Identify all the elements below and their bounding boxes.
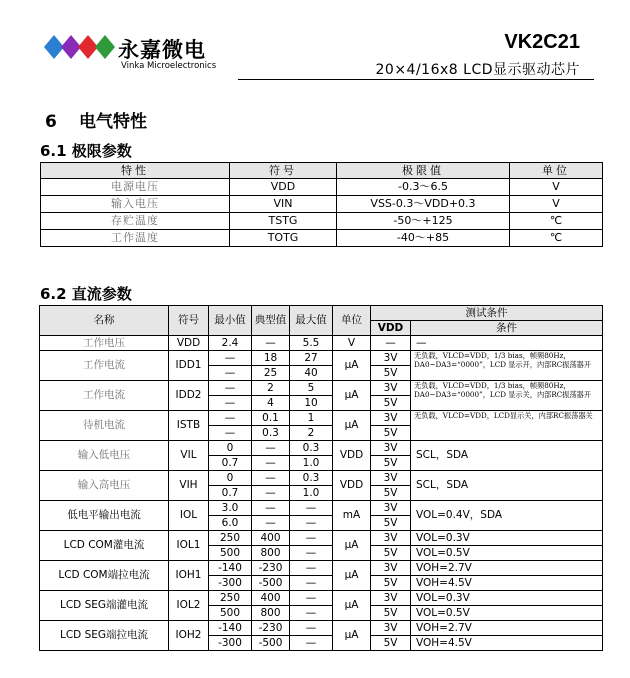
- table-row: [40, 441, 603, 456]
- max-value: —: [290, 591, 333, 606]
- max-value: —: [290, 531, 333, 546]
- table-row: [40, 591, 603, 606]
- param-symbol: TSTG: [230, 213, 337, 230]
- header-cell: 特性: [41, 163, 230, 179]
- max-value: —: [290, 546, 333, 561]
- test-condition: —: [411, 336, 603, 351]
- typ-value: 4: [252, 396, 290, 411]
- test-vdd: 3V: [371, 501, 411, 516]
- test-condition: VOL=0.4V，SDA: [411, 501, 603, 531]
- param-name: 存贮温度: [41, 213, 230, 230]
- max-value: —: [290, 576, 333, 591]
- table-row: [41, 196, 603, 213]
- test-vdd: 3V: [371, 561, 411, 576]
- brand-name-cn: 永嘉微电: [118, 38, 206, 62]
- table-row: [40, 561, 603, 576]
- test-vdd: 5V: [371, 426, 411, 441]
- min-value: —: [209, 381, 252, 396]
- param-name: 输入低电压: [40, 441, 169, 471]
- test-vdd: 5V: [371, 576, 411, 591]
- unit: μA: [333, 381, 371, 411]
- company-logo: [44, 32, 254, 72]
- header-cell: 符号: [230, 163, 337, 179]
- test-vdd: 3V: [371, 591, 411, 606]
- header-cell: 最大值: [290, 306, 333, 336]
- min-value: —: [209, 396, 252, 411]
- param-name: LCD COM灌电流: [40, 531, 169, 561]
- min-value: 0: [209, 441, 252, 456]
- max-value: 40: [290, 366, 333, 381]
- typ-value: —: [252, 501, 290, 516]
- min-value: 500: [209, 546, 252, 561]
- param-symbol: IOL1: [169, 531, 209, 561]
- param-value: VSS-0.3～VDD+0.3: [337, 196, 510, 213]
- unit: μA: [333, 351, 371, 381]
- table-row: [40, 411, 603, 426]
- typ-value: 18: [252, 351, 290, 366]
- param-unit: ℃: [510, 213, 603, 230]
- test-vdd: 3V: [371, 441, 411, 456]
- test-condition: VOH=2.7V: [411, 561, 603, 576]
- typ-value: -500: [252, 576, 290, 591]
- test-vdd: 5V: [371, 546, 411, 561]
- table-row: [41, 230, 603, 247]
- table-row: [40, 501, 603, 516]
- header-cell: 测试条件: [371, 306, 603, 321]
- param-symbol: IOH1: [169, 561, 209, 591]
- header-divider: [238, 79, 594, 80]
- typ-value: —: [252, 441, 290, 456]
- param-symbol: ISTB: [169, 411, 209, 441]
- model-number: VK2C21: [504, 31, 580, 53]
- section-6-1-heading: 6.1 极限参数: [40, 142, 132, 160]
- test-condition: VOH=4.5V: [411, 576, 603, 591]
- max-value: —: [290, 561, 333, 576]
- page-header: [0, 0, 630, 84]
- param-name: LCD COM端拉电流: [40, 561, 169, 591]
- typ-value: -500: [252, 636, 290, 651]
- typ-value: 800: [252, 606, 290, 621]
- param-symbol: VIN: [230, 196, 337, 213]
- typ-value: 0.3: [252, 426, 290, 441]
- test-vdd: 3V: [371, 411, 411, 426]
- max-value: 5: [290, 381, 333, 396]
- max-value: —: [290, 501, 333, 516]
- unit: VDD: [333, 471, 371, 501]
- param-unit: ℃: [510, 230, 603, 247]
- min-value: 0.7: [209, 486, 252, 501]
- min-value: -140: [209, 561, 252, 576]
- table-row: [41, 213, 603, 230]
- test-vdd: 5V: [371, 456, 411, 471]
- table-row: [40, 336, 603, 351]
- param-name: 低电平输出电流: [40, 501, 169, 531]
- param-name: 电源电压: [41, 179, 230, 196]
- typ-value: —: [252, 456, 290, 471]
- typ-value: 400: [252, 591, 290, 606]
- param-value: -50～+125: [337, 213, 510, 230]
- param-symbol: VDD: [230, 179, 337, 196]
- test-condition: SCL，SDA: [411, 471, 603, 501]
- param-unit: V: [510, 179, 603, 196]
- section-6-heading: [45, 107, 147, 132]
- header-cell: 名称: [40, 306, 169, 336]
- min-value: 3.0: [209, 501, 252, 516]
- typ-value: 800: [252, 546, 290, 561]
- max-value: 10: [290, 396, 333, 411]
- min-value: 6.0: [209, 516, 252, 531]
- param-unit: V: [510, 196, 603, 213]
- header-cell: VDD: [371, 321, 411, 336]
- param-name: 工作电流: [40, 381, 169, 411]
- test-condition-note: 无负载，VLCD=VDD，1/3 bias，帧频80Hz，DA0~DA3=“0000”，LCD 显示关，内部RC振荡器开: [411, 381, 603, 411]
- product-subtitle: 20×4/16x8 LCD显示驱动芯片: [375, 62, 580, 78]
- header-cell: 典型值: [252, 306, 290, 336]
- test-condition-note: 无负载，VLCD=VDD，LCD显示关，内部RC振荡器关: [411, 411, 603, 441]
- param-value: -0.3～6.5: [337, 179, 510, 196]
- typ-value: 400: [252, 531, 290, 546]
- min-value: -140: [209, 621, 252, 636]
- header-cell: 单位: [333, 306, 371, 336]
- test-vdd: 5V: [371, 486, 411, 501]
- header-cell: 极限值: [337, 163, 510, 179]
- typ-value: —: [252, 471, 290, 486]
- header-cell: 单位: [510, 163, 603, 179]
- unit: μA: [333, 411, 371, 441]
- unit: VDD: [333, 441, 371, 471]
- param-symbol: IDD2: [169, 381, 209, 411]
- param-name: LCD SEG端拉电流: [40, 621, 169, 651]
- param-symbol: TOTG: [230, 230, 337, 247]
- header-cell: 符号: [169, 306, 209, 336]
- test-vdd: 5V: [371, 636, 411, 651]
- test-vdd: 3V: [371, 621, 411, 636]
- typ-value: 0.1: [252, 411, 290, 426]
- param-symbol: IOL: [169, 501, 209, 531]
- max-value: —: [290, 516, 333, 531]
- param-value: -40～+85: [337, 230, 510, 247]
- test-vdd: 5V: [371, 366, 411, 381]
- min-value: -300: [209, 576, 252, 591]
- param-symbol: VIH: [169, 471, 209, 501]
- param-name: 工作温度: [41, 230, 230, 247]
- max-value: —: [290, 606, 333, 621]
- section-title: 电气特性: [79, 112, 147, 132]
- param-name: 工作电流: [40, 351, 169, 381]
- min-value: —: [209, 366, 252, 381]
- test-vdd: —: [371, 336, 411, 351]
- unit: μA: [333, 531, 371, 561]
- test-condition: VOL=0.5V: [411, 606, 603, 621]
- param-symbol: VIL: [169, 441, 209, 471]
- param-symbol: VDD: [169, 336, 209, 351]
- test-vdd: 5V: [371, 606, 411, 621]
- min-value: 0.7: [209, 456, 252, 471]
- param-name: 工作电压: [40, 336, 169, 351]
- table-row: [41, 179, 603, 196]
- min-value: 500: [209, 606, 252, 621]
- logo-diamonds-icon: [44, 32, 116, 62]
- unit: V: [333, 336, 371, 351]
- typ-value: 25: [252, 366, 290, 381]
- typ-value: -230: [252, 561, 290, 576]
- min-value: 0: [209, 471, 252, 486]
- typ-value: -230: [252, 621, 290, 636]
- test-condition: VOL=0.3V: [411, 531, 603, 546]
- min-value: -300: [209, 636, 252, 651]
- table-row: [40, 531, 603, 546]
- max-value: 0.3: [290, 441, 333, 456]
- test-condition: VOL=0.3V: [411, 591, 603, 606]
- min-value: —: [209, 426, 252, 441]
- unit: μA: [333, 621, 371, 651]
- test-vdd: 3V: [371, 531, 411, 546]
- table-row: [40, 621, 603, 636]
- param-name: LCD SEG端灌电流: [40, 591, 169, 621]
- typ-value: 2: [252, 381, 290, 396]
- test-vdd: 5V: [371, 396, 411, 411]
- unit: μA: [333, 591, 371, 621]
- min-value: 250: [209, 591, 252, 606]
- max-value: 2: [290, 426, 333, 441]
- param-symbol: IOH2: [169, 621, 209, 651]
- max-value: 1.0: [290, 456, 333, 471]
- dc-characteristics-table: [39, 305, 603, 651]
- table-row: [40, 381, 603, 396]
- param-name: 待机电流: [40, 411, 169, 441]
- test-condition: SCL，SDA: [411, 441, 603, 471]
- section-6-2-heading: 6.2 直流参数: [40, 285, 132, 303]
- absolute-max-ratings-table: [40, 162, 603, 247]
- test-condition: VOL=0.5V: [411, 546, 603, 561]
- min-value: 2.4: [209, 336, 252, 351]
- test-condition: VOH=2.7V: [411, 621, 603, 636]
- typ-value: —: [252, 486, 290, 501]
- test-vdd: 3V: [371, 471, 411, 486]
- max-value: 27: [290, 351, 333, 366]
- max-value: 5.5: [290, 336, 333, 351]
- test-vdd: 3V: [371, 381, 411, 396]
- min-value: —: [209, 411, 252, 426]
- max-value: 1.0: [290, 486, 333, 501]
- max-value: 0.3: [290, 471, 333, 486]
- table-row: [40, 471, 603, 486]
- unit: mA: [333, 501, 371, 531]
- test-condition-note: 无负载，VLCD=VDD，1/3 bias，帧频80Hz，DA0~DA3=“0000”，LCD 显示开，内部RC振荡器开: [411, 351, 603, 381]
- test-condition: VOH=4.5V: [411, 636, 603, 651]
- param-name: 输入电压: [41, 196, 230, 213]
- table-header-row: [41, 163, 603, 179]
- test-vdd: 5V: [371, 516, 411, 531]
- brand-name-en: Vinka Microelectronics: [121, 61, 217, 71]
- header-cell: 最小值: [209, 306, 252, 336]
- max-value: —: [290, 621, 333, 636]
- typ-value: —: [252, 516, 290, 531]
- max-value: 1: [290, 411, 333, 426]
- param-symbol: IOL2: [169, 591, 209, 621]
- header-cell: 条件: [411, 321, 603, 336]
- table-header-row: [40, 306, 603, 321]
- section-number: 6: [45, 112, 57, 132]
- param-symbol: IDD1: [169, 351, 209, 381]
- min-value: 250: [209, 531, 252, 546]
- unit: μA: [333, 561, 371, 591]
- min-value: —: [209, 351, 252, 366]
- param-name: 输入高电压: [40, 471, 169, 501]
- typ-value: —: [252, 336, 290, 351]
- max-value: —: [290, 636, 333, 651]
- table-row: [40, 351, 603, 366]
- test-vdd: 3V: [371, 351, 411, 366]
